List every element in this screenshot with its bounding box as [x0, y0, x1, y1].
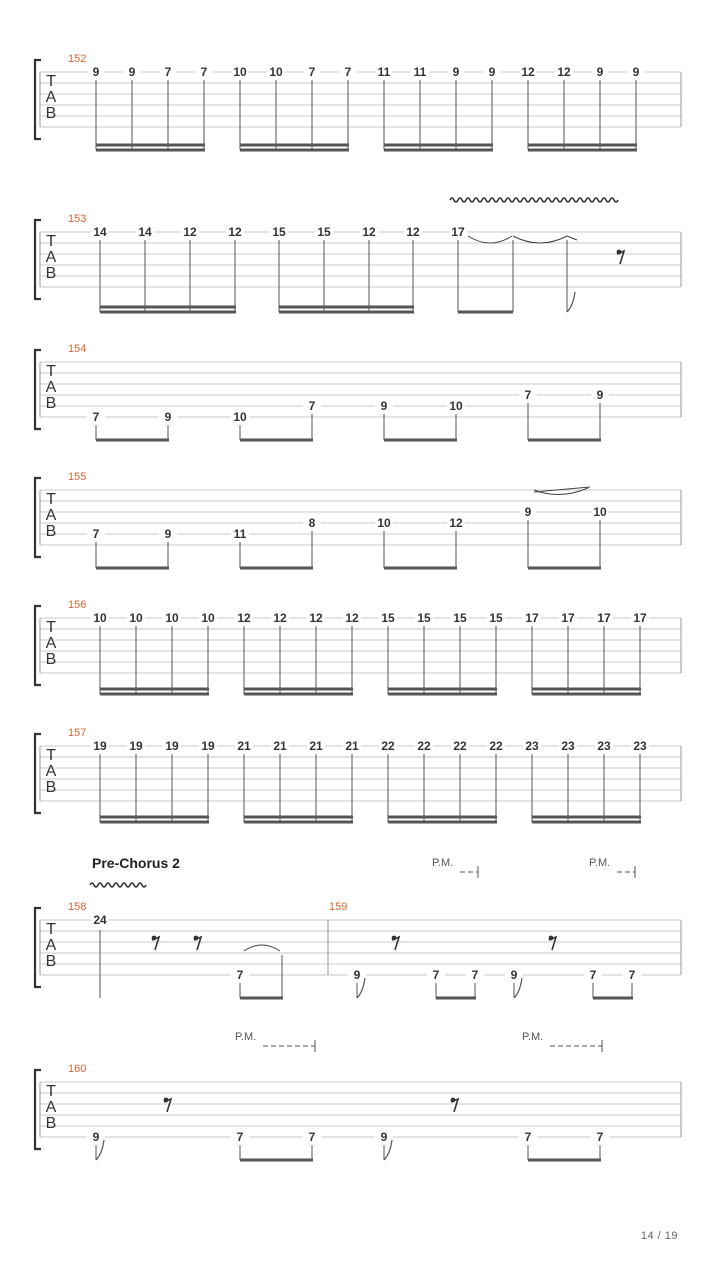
- measure-number: 159: [329, 901, 348, 913]
- eighth-rest: [194, 937, 201, 950]
- note-beam: [528, 149, 637, 152]
- tab-clef-letter: T: [46, 73, 56, 90]
- tab-clef-letter: A: [45, 763, 57, 780]
- tab-clef-letter: B: [45, 1115, 57, 1132]
- fret-number: 7: [628, 968, 636, 982]
- fret-number: 22: [453, 739, 467, 753]
- tab-clef-letter: B: [45, 953, 57, 970]
- tab-clef-letter: A: [45, 89, 57, 106]
- note-beam: [528, 1159, 601, 1162]
- note-beam: [240, 1159, 313, 1162]
- vibrato-mark: [90, 883, 146, 887]
- measure-number: 153: [68, 213, 87, 225]
- fret-number: 12: [273, 611, 287, 625]
- fret-number: 9: [596, 65, 604, 79]
- tab-clef-letter: B: [45, 523, 57, 540]
- note-beam: [100, 306, 236, 309]
- fret-number: 10: [233, 65, 247, 79]
- fret-number: 10: [269, 65, 283, 79]
- measure-number: 157: [68, 727, 87, 739]
- fret-number: 9: [488, 65, 496, 79]
- eighth-rest: [164, 1099, 171, 1112]
- tab-clef-letter: B: [45, 651, 57, 668]
- fret-number: 9: [524, 505, 532, 519]
- fret-number: 8: [308, 516, 316, 530]
- fret-number: 15: [272, 225, 286, 239]
- note-beam: [100, 816, 209, 819]
- tab-clef-letter: T: [46, 1083, 56, 1100]
- measure-number: 158: [68, 901, 87, 913]
- tie-arc: [244, 945, 280, 951]
- fret-number: 9: [92, 65, 100, 79]
- tab-system-158: [35, 901, 681, 987]
- fret-number: 15: [489, 611, 503, 625]
- palm-mute-label: P.M.: [235, 1031, 257, 1043]
- eighth-rest: [392, 937, 399, 950]
- note-beam: [244, 688, 353, 691]
- palm-mute-label: P.M.: [522, 1031, 544, 1043]
- note-beam: [384, 149, 493, 152]
- fret-number: 23: [597, 739, 611, 753]
- fret-number: 9: [596, 388, 604, 402]
- fret-number: 9: [632, 65, 640, 79]
- note-beam: [244, 816, 353, 819]
- fret-number: 9: [92, 1130, 100, 1144]
- measure-number: 155: [68, 471, 87, 483]
- fret-number: 9: [380, 1130, 388, 1144]
- fret-number: 12: [557, 65, 571, 79]
- note-beam: [532, 693, 641, 696]
- measure-number: 160: [68, 1063, 87, 1075]
- fret-number: 15: [453, 611, 467, 625]
- fret-number: 7: [236, 1130, 244, 1144]
- fret-number: 7: [236, 968, 244, 982]
- note-beam: [528, 439, 601, 442]
- fret-number: 9: [510, 968, 518, 982]
- note-beam: [388, 693, 497, 696]
- note-beam: [528, 567, 601, 570]
- fret-number: 14: [93, 225, 107, 239]
- tab-system-155: [35, 471, 681, 557]
- fret-number: 24: [93, 913, 107, 927]
- vibrato-mark: [450, 198, 618, 202]
- fret-number: 10: [201, 611, 215, 625]
- page-number: 14 / 19: [640, 1230, 678, 1242]
- tab-clef-letter: A: [45, 635, 57, 652]
- tab-clef-letter: A: [45, 379, 57, 396]
- fret-number: 22: [417, 739, 431, 753]
- note-beam: [244, 693, 353, 696]
- measure-number: 152: [68, 53, 87, 65]
- fret-number: 17: [561, 611, 575, 625]
- eighth-rest: [617, 251, 624, 264]
- fret-number: 21: [345, 739, 359, 753]
- note-beam: [100, 688, 209, 691]
- tab-clef-letter: T: [46, 363, 56, 380]
- note-beam: [528, 144, 637, 147]
- note-beam: [96, 567, 169, 570]
- fret-number: 22: [489, 739, 503, 753]
- fret-number: 11: [413, 65, 427, 79]
- tab-clef-letter: A: [45, 249, 57, 266]
- fret-number: 7: [92, 527, 100, 541]
- fret-number: 7: [308, 399, 316, 413]
- note-beam: [96, 439, 169, 442]
- tab-system-153: [35, 213, 681, 299]
- fret-number: 7: [164, 65, 172, 79]
- note-beam: [384, 567, 457, 570]
- fret-number: 12: [406, 225, 420, 239]
- fret-number: 19: [165, 739, 179, 753]
- tab-clef-letter: T: [46, 747, 56, 764]
- tab-system-157: [35, 727, 681, 813]
- tie-arc: [468, 236, 512, 243]
- eighth-note-flag: [567, 292, 575, 312]
- note-beam: [532, 816, 641, 819]
- note-beam: [279, 311, 414, 314]
- note-beam: [96, 144, 205, 147]
- fret-number: 19: [93, 739, 107, 753]
- note-beam: [384, 144, 493, 147]
- note-beam: [240, 144, 349, 147]
- section-label-pre-chorus-2: Pre-Chorus 2: [92, 855, 180, 871]
- fret-number: 11: [377, 65, 391, 79]
- fret-number: 10: [593, 505, 607, 519]
- fret-number: 10: [449, 399, 463, 413]
- note-beam: [388, 688, 497, 691]
- note-beam: [96, 149, 205, 152]
- fret-number: 9: [380, 399, 388, 413]
- note-beam: [436, 997, 476, 1000]
- tab-clef-letter: T: [46, 921, 56, 938]
- tab-clef-letter: B: [45, 395, 57, 412]
- note-beam: [100, 311, 236, 314]
- fret-number: 10: [129, 611, 143, 625]
- fret-number: 7: [471, 968, 479, 982]
- fret-number: 12: [521, 65, 535, 79]
- fret-number: 9: [452, 65, 460, 79]
- fret-number: 9: [164, 527, 172, 541]
- fret-number: 12: [362, 225, 376, 239]
- tab-system-160: [35, 1063, 681, 1149]
- fret-number: 10: [165, 611, 179, 625]
- fret-number: 7: [200, 65, 208, 79]
- tab-clef-letter: A: [45, 937, 57, 954]
- tie-arc: [513, 236, 567, 243]
- fret-number: 15: [381, 611, 395, 625]
- eighth-rest: [451, 1099, 458, 1112]
- fret-number: 12: [449, 516, 463, 530]
- fret-number: 10: [233, 410, 247, 424]
- fret-number: 7: [308, 65, 316, 79]
- fret-number: 23: [633, 739, 647, 753]
- note-beam: [240, 149, 349, 152]
- fret-number: 9: [164, 410, 172, 424]
- tab-system-156: [35, 599, 681, 685]
- palm-mute-label: P.M.: [589, 857, 611, 869]
- fret-number: 11: [233, 527, 247, 541]
- slide-mark: [567, 236, 577, 240]
- note-beam: [388, 821, 497, 824]
- tab-clef-letter: B: [45, 779, 57, 796]
- note-beam: [100, 693, 209, 696]
- fret-number: 15: [417, 611, 431, 625]
- fret-number: 21: [309, 739, 323, 753]
- fret-number: 12: [309, 611, 323, 625]
- fret-number: 7: [432, 968, 440, 982]
- tab-clef-letter: T: [46, 619, 56, 636]
- fret-number: 12: [237, 611, 251, 625]
- fret-number: 22: [381, 739, 395, 753]
- fret-number: 17: [525, 611, 539, 625]
- fret-number: 23: [525, 739, 539, 753]
- fret-number: 21: [273, 739, 287, 753]
- fret-number: 9: [128, 65, 136, 79]
- measure-number: 156: [68, 599, 87, 611]
- tab-clef-letter: T: [46, 491, 56, 508]
- fret-number: 21: [237, 739, 251, 753]
- tab-clef-letter: T: [46, 233, 56, 250]
- fret-number: 7: [589, 968, 597, 982]
- note-beam: [388, 816, 497, 819]
- fret-number: 12: [183, 225, 197, 239]
- fret-number: 19: [201, 739, 215, 753]
- note-beam: [244, 821, 353, 824]
- fret-number: 7: [524, 388, 532, 402]
- fret-number: 15: [317, 225, 331, 239]
- fret-number: 7: [524, 1130, 532, 1144]
- fret-number: 7: [92, 410, 100, 424]
- fret-number: 9: [353, 968, 361, 982]
- note-beam: [458, 311, 513, 314]
- fret-number: 12: [228, 225, 242, 239]
- fret-number: 17: [633, 611, 647, 625]
- note-beam: [384, 439, 457, 442]
- note-beam: [279, 306, 414, 309]
- fret-number: 23: [561, 739, 575, 753]
- note-beam: [240, 997, 283, 1000]
- note-beam: [593, 997, 633, 1000]
- fret-number: 7: [308, 1130, 316, 1144]
- eighth-rest: [549, 937, 556, 950]
- note-beam: [100, 821, 209, 824]
- fret-number: 12: [345, 611, 359, 625]
- note-beam: [532, 688, 641, 691]
- fret-number: 10: [377, 516, 391, 530]
- fret-number: 19: [129, 739, 143, 753]
- tab-clef-letter: B: [45, 105, 57, 122]
- note-beam: [240, 439, 313, 442]
- measure-number: 154: [68, 343, 87, 355]
- fret-number: 14: [138, 225, 152, 239]
- fret-number: 17: [597, 611, 611, 625]
- note-beam: [240, 567, 313, 570]
- tab-system-154: [35, 343, 681, 429]
- note-beam: [532, 821, 641, 824]
- tab-clef-letter: A: [45, 507, 57, 524]
- tab-clef-letter: A: [45, 1099, 57, 1116]
- fret-number: 10: [93, 611, 107, 625]
- fret-number: 7: [344, 65, 352, 79]
- fret-number: 7: [596, 1130, 604, 1144]
- fret-number: 17: [451, 225, 465, 239]
- eighth-rest: [152, 937, 159, 950]
- palm-mute-label: P.M.: [432, 857, 454, 869]
- tab-clef-letter: B: [45, 265, 57, 282]
